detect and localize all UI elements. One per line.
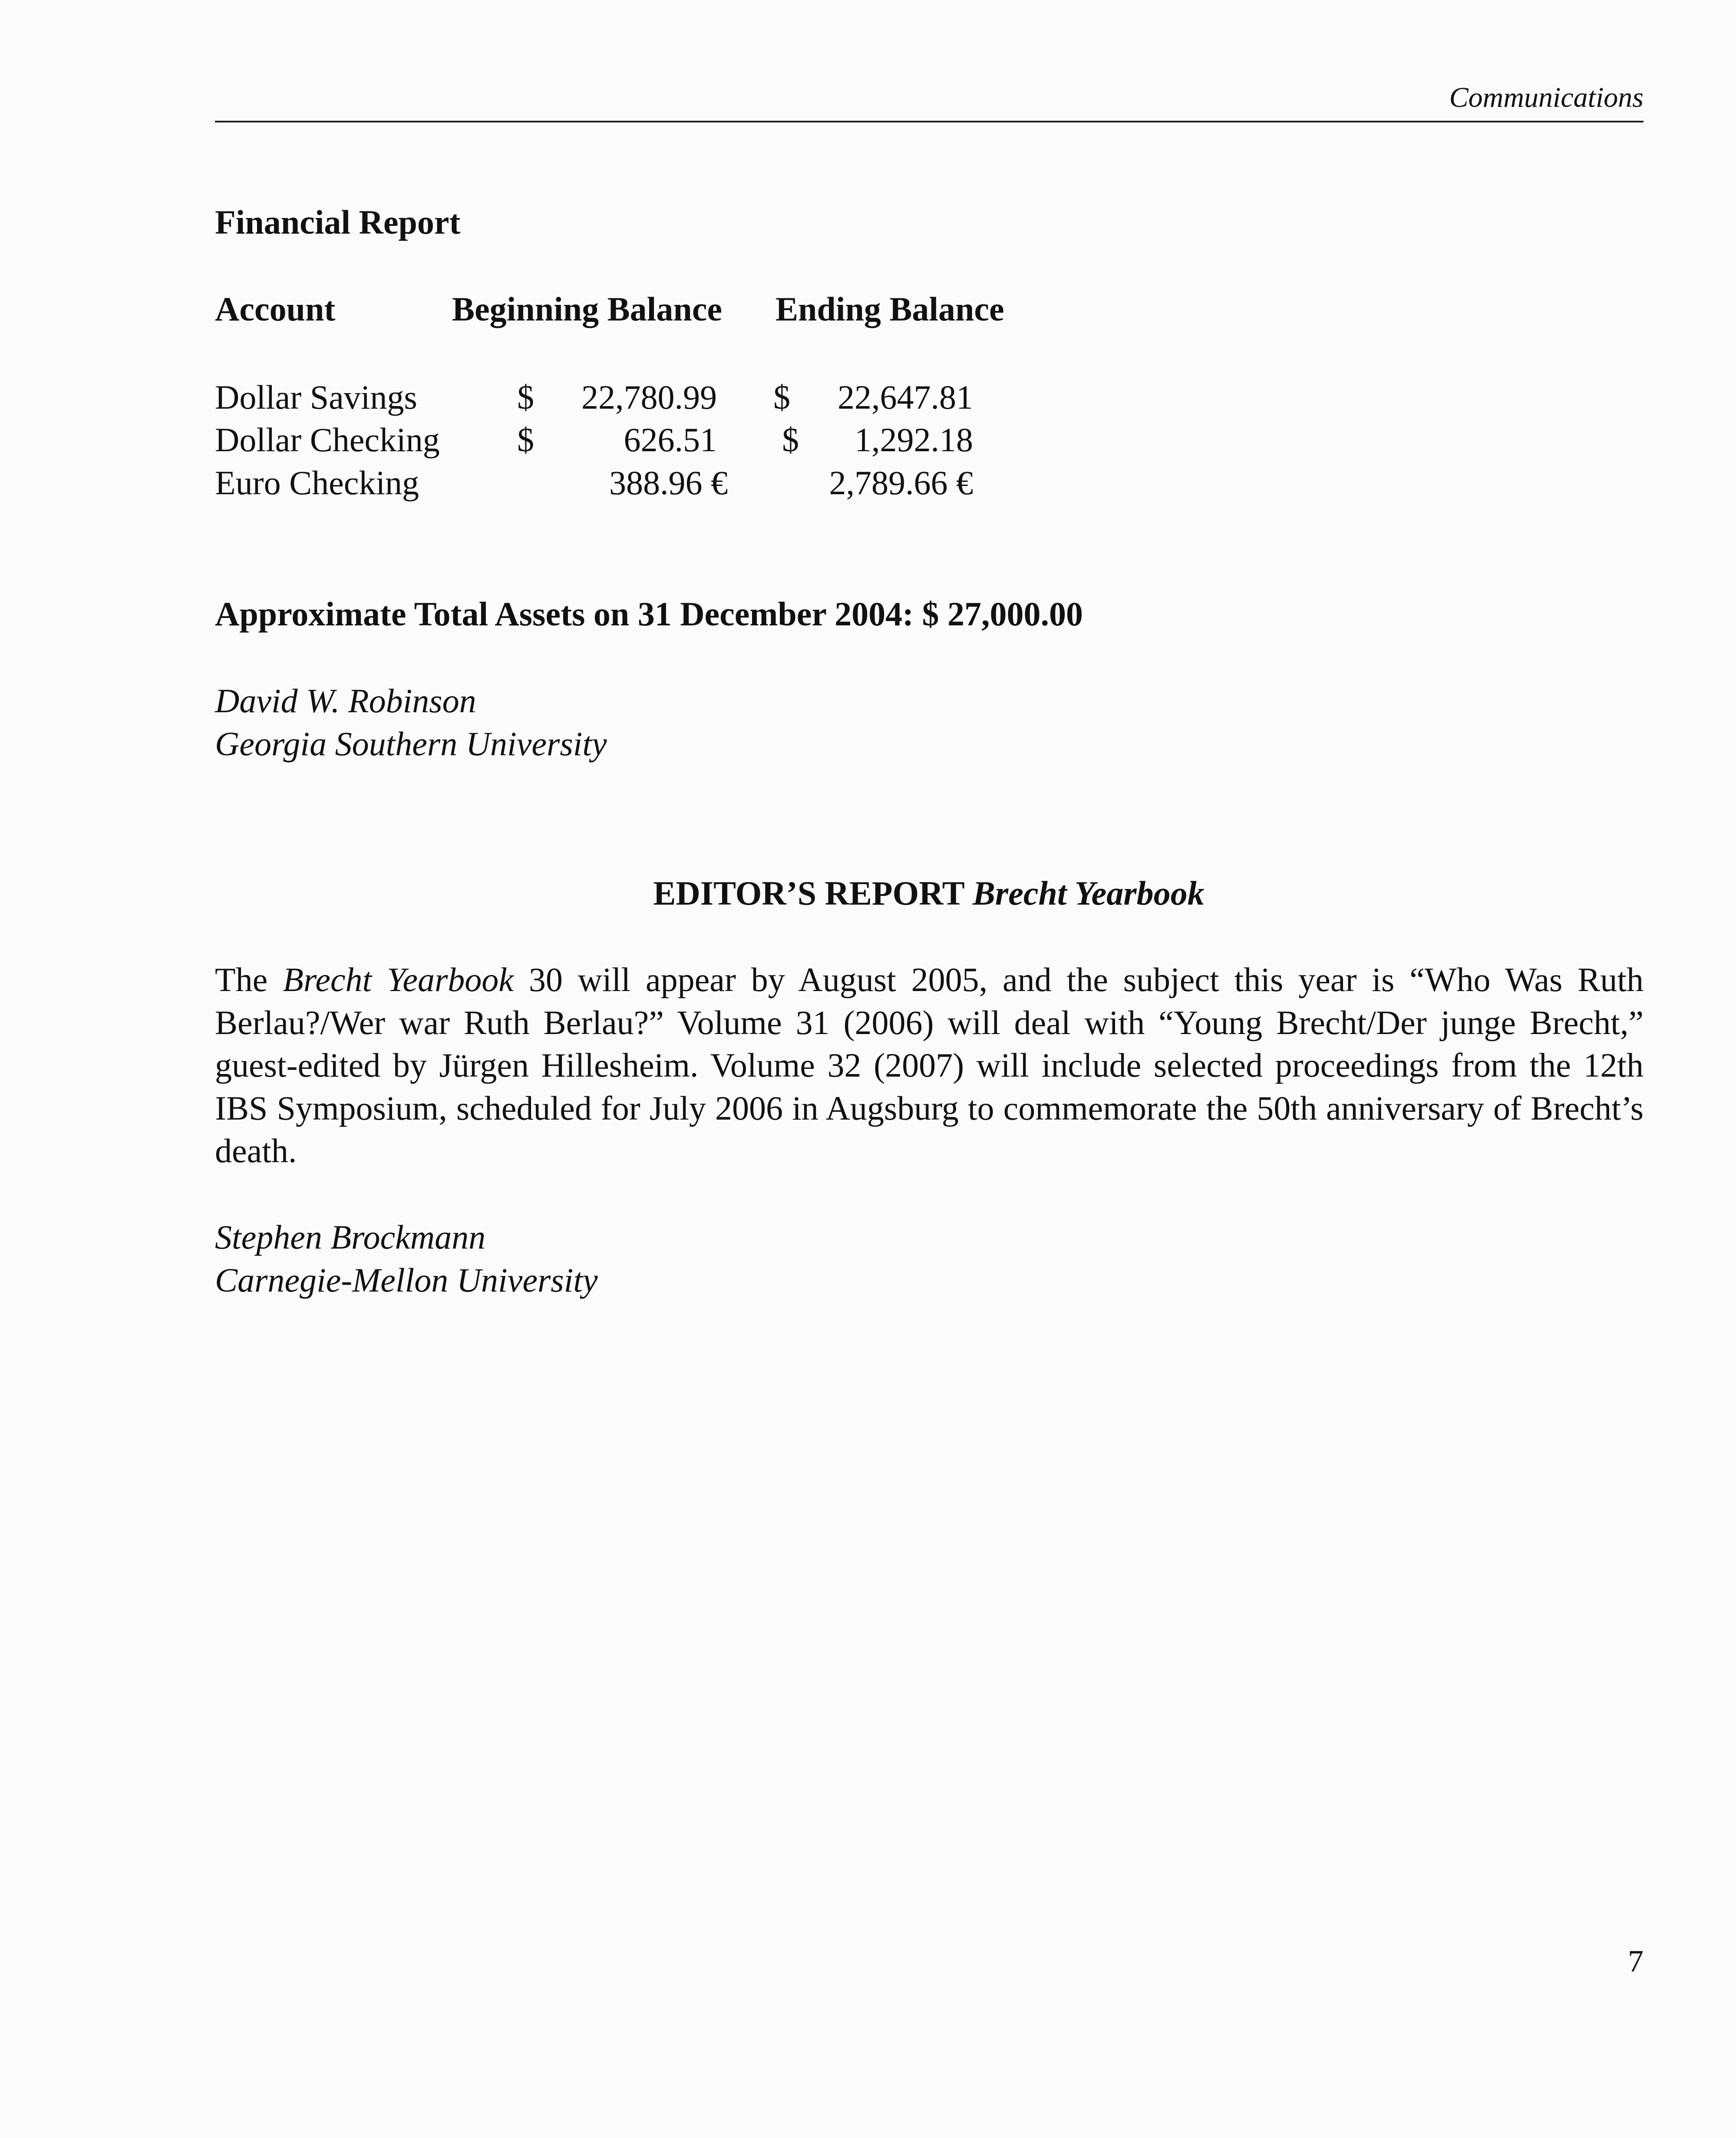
heading-italic-title: Brecht Yearbook	[972, 874, 1205, 912]
editor-report-heading	[0, 872, 1736, 915]
column-header-ending-balance: Ending Balance	[776, 290, 1004, 328]
signature-institution: Georgia Southern University	[215, 725, 607, 763]
beginning-balance: 22,780.99	[581, 378, 717, 416]
editor-report-paragraph	[215, 958, 1644, 1173]
account-name: Dollar Checking	[215, 421, 440, 459]
column-header-beginning-balance: Beginning Balance	[452, 290, 722, 328]
account-name: Dollar Savings	[215, 378, 417, 416]
ending-balance: 1,292.18	[855, 421, 973, 459]
ending-balance: 22,647.81	[838, 378, 973, 416]
header-rule	[215, 121, 1644, 122]
ending-currency: $	[782, 421, 799, 459]
beginning-currency: $	[517, 378, 534, 416]
page-number: 7	[1628, 1944, 1644, 1979]
paragraph-italic-title: Brecht Yearbook	[283, 961, 514, 998]
heading-text: EDITOR’S REPORT	[653, 874, 973, 912]
signature-name: Stephen Brockmann	[215, 1218, 486, 1256]
running-header: Communications	[1449, 82, 1644, 113]
financial-report-title: Financial Report	[215, 203, 461, 241]
paragraph-text: The	[215, 961, 283, 998]
ending-balance: 2,789.66 €	[829, 464, 973, 502]
signature-institution: Carnegie-Mellon University	[215, 1261, 598, 1299]
beginning-balance: 626.51	[624, 421, 717, 459]
beginning-balance: 388.96 €	[609, 464, 728, 502]
ending-currency: $	[773, 378, 790, 416]
account-name: Euro Checking	[215, 464, 419, 502]
signature-name: David W. Robinson	[215, 682, 476, 720]
beginning-currency: $	[517, 421, 534, 459]
total-assets: Approximate Total Assets on 31 December 2004: $ 27,000.00	[215, 595, 1083, 633]
column-header-account: Account	[215, 290, 336, 328]
paragraph-text: 30 will appear by August 2005, and the subject this year is “Who Was Ruth Berlau?/Wer war Ruth Berlau?” Volume 31 (2006) will deal with “Young Brecht/Der junge Brecht,” guest-edited by Jürgen Hillesheim. Volume 32 (2007) will include selected proceedings from the 12th IBS Symposium, scheduled for July 2006 in Augsburg to commemorate the 50th anniversary of Brecht’s death.	[215, 961, 1644, 1170]
